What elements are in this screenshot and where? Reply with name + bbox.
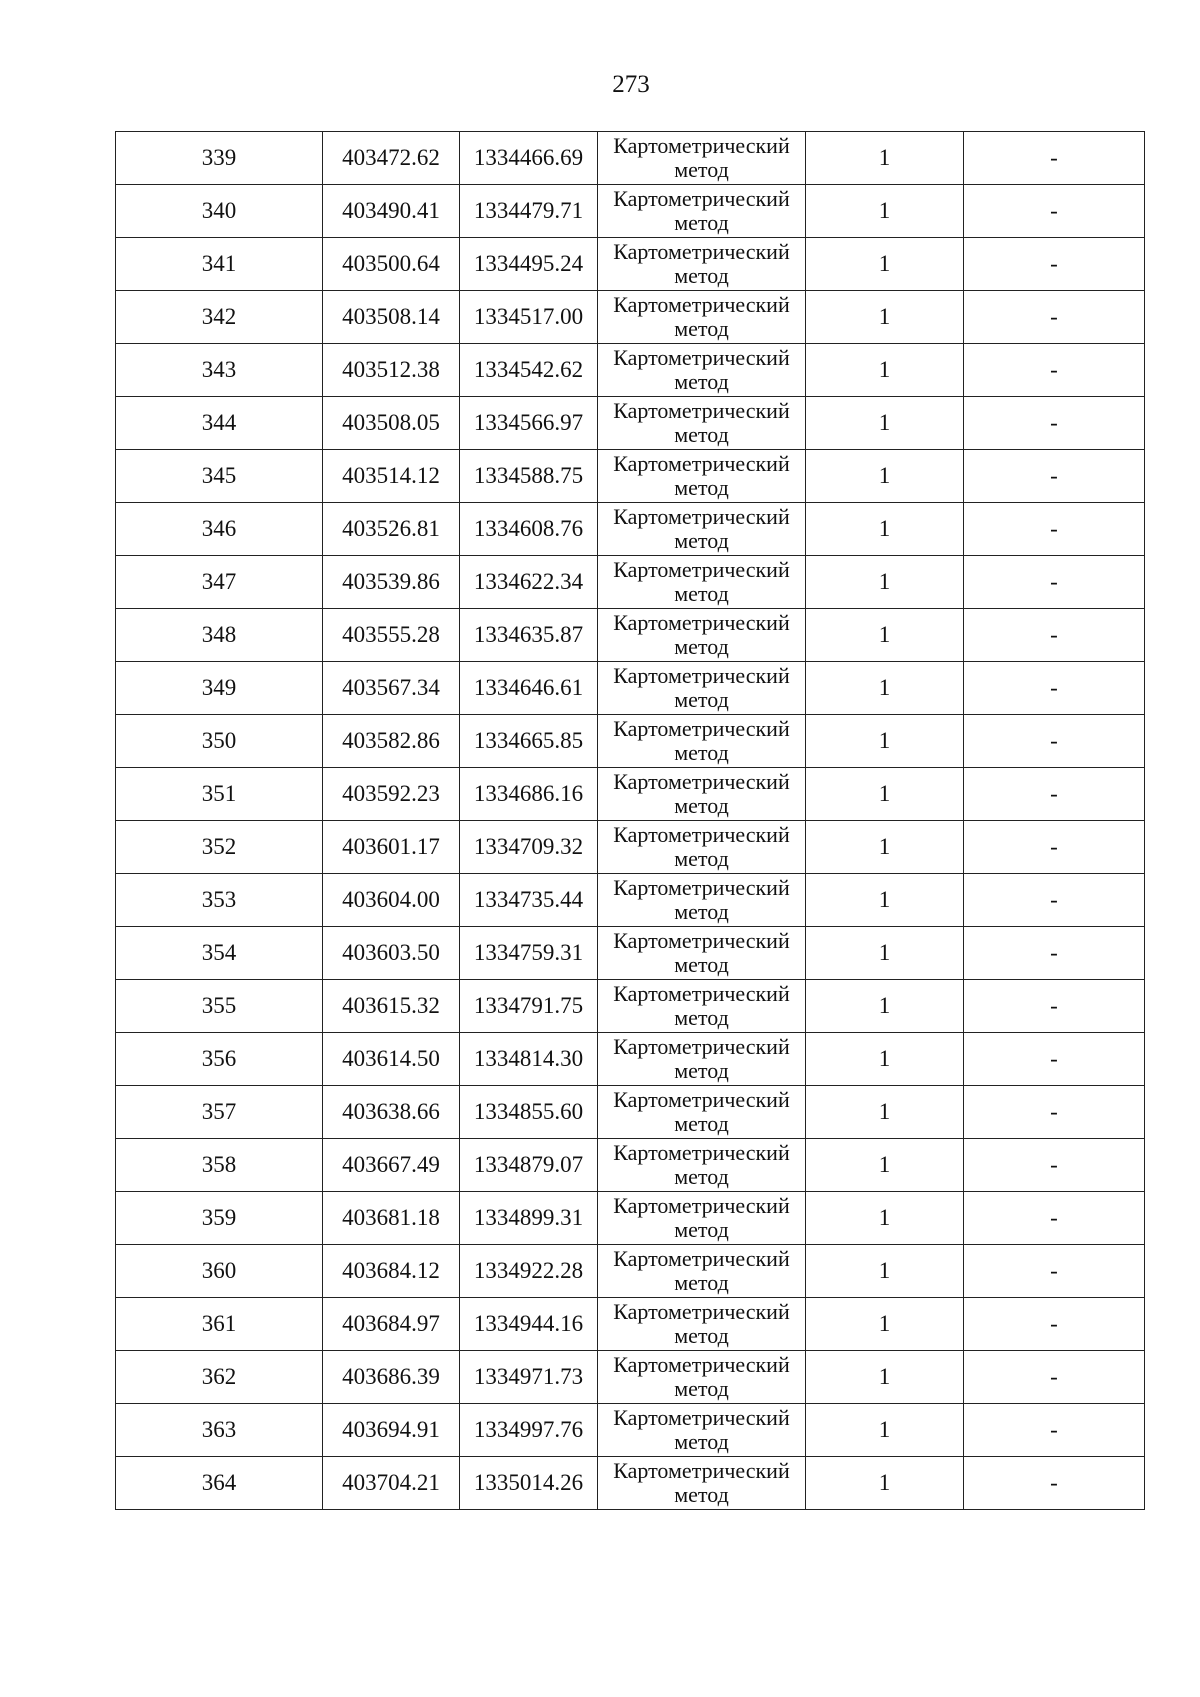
method-cell [598,1139,806,1192]
x-coordinate-cell: 403614.50 [323,1033,460,1086]
method-label-line2: метод [674,210,729,235]
y-coordinate-cell: 1334542.62 [460,344,598,397]
note-cell: - [964,185,1145,238]
accuracy-cell: 1 [806,344,964,397]
method-label-line2: метод [674,740,729,765]
y-coordinate-cell: 1334646.61 [460,662,598,715]
method-label-line1: Картометрический [613,1352,790,1377]
accuracy-cell: 1 [806,715,964,768]
method-label-line2: метод [674,899,729,924]
note-cell: - [964,609,1145,662]
accuracy-cell: 1 [806,185,964,238]
method-label-line1: Картометрический [613,292,790,317]
method-label-line1: Картометрический [613,610,790,635]
x-coordinate-cell: 403508.14 [323,291,460,344]
table-row [116,874,1145,927]
method-label-line1: Картометрический [613,239,790,264]
note-cell: - [964,344,1145,397]
accuracy-cell: 1 [806,238,964,291]
y-coordinate-cell: 1334944.16 [460,1298,598,1351]
method-cell [598,132,806,185]
accuracy-cell: 1 [806,556,964,609]
y-coordinate-cell: 1334709.32 [460,821,598,874]
table-row [116,132,1145,185]
accuracy-cell: 1 [806,450,964,503]
accuracy-cell: 1 [806,768,964,821]
note-cell: - [964,1086,1145,1139]
table-row [116,1404,1145,1457]
method-label-line2: метод [674,634,729,659]
x-coordinate-cell: 403500.64 [323,238,460,291]
x-coordinate-cell: 403638.66 [323,1086,460,1139]
table-row [116,1192,1145,1245]
x-coordinate-cell: 403555.28 [323,609,460,662]
method-label-line1: Картометрический [613,1087,790,1112]
note-cell: - [964,503,1145,556]
y-coordinate-cell: 1334855.60 [460,1086,598,1139]
method-label-line2: метод [674,157,729,182]
method-label-line2: метод [674,1323,729,1348]
method-cell [598,1245,806,1298]
method-label-line2: метод [674,422,729,447]
x-coordinate-cell: 403539.86 [323,556,460,609]
point-number-cell: 348 [116,609,323,662]
method-label-line2: метод [674,316,729,341]
accuracy-cell: 1 [806,1245,964,1298]
method-label-line2: метод [674,1429,729,1454]
point-number-cell: 347 [116,556,323,609]
note-cell: - [964,1139,1145,1192]
method-label-line1: Картометрический [613,822,790,847]
method-label-line2: метод [674,581,729,606]
point-number-cell: 361 [116,1298,323,1351]
y-coordinate-cell: 1334814.30 [460,1033,598,1086]
y-coordinate-cell: 1334517.00 [460,291,598,344]
y-coordinate-cell: 1334922.28 [460,1245,598,1298]
y-coordinate-cell: 1334635.87 [460,609,598,662]
table-row [116,768,1145,821]
table-row [116,450,1145,503]
point-number-cell: 353 [116,874,323,927]
method-label-line1: Картометрический [613,186,790,211]
point-number-cell: 357 [116,1086,323,1139]
accuracy-cell: 1 [806,874,964,927]
y-coordinate-cell: 1334479.71 [460,185,598,238]
accuracy-cell: 1 [806,1351,964,1404]
note-cell: - [964,768,1145,821]
note-cell: - [964,927,1145,980]
x-coordinate-cell: 403694.91 [323,1404,460,1457]
method-cell [598,821,806,874]
y-coordinate-cell: 1335014.26 [460,1457,598,1510]
method-label-line2: метод [674,1058,729,1083]
method-label-line2: метод [674,1482,729,1507]
table-row [116,609,1145,662]
point-number-cell: 356 [116,1033,323,1086]
point-number-cell: 358 [116,1139,323,1192]
point-number-cell: 343 [116,344,323,397]
point-number-cell: 363 [116,1404,323,1457]
x-coordinate-cell: 403704.21 [323,1457,460,1510]
point-number-cell: 362 [116,1351,323,1404]
method-cell [598,609,806,662]
point-number-cell: 364 [116,1457,323,1510]
x-coordinate-cell: 403472.62 [323,132,460,185]
method-cell [598,1404,806,1457]
method-label-line1: Картометрический [613,663,790,688]
method-label-line2: метод [674,1111,729,1136]
note-cell: - [964,874,1145,927]
method-cell [598,1351,806,1404]
method-label-line1: Картометрический [613,769,790,794]
note-cell: - [964,821,1145,874]
x-coordinate-cell: 403604.00 [323,874,460,927]
point-number-cell: 340 [116,185,323,238]
method-label-line2: метод [674,1164,729,1189]
method-label-line1: Картометрический [613,133,790,158]
method-label-line1: Картометрический [613,1405,790,1430]
x-coordinate-cell: 403603.50 [323,927,460,980]
note-cell: - [964,132,1145,185]
x-coordinate-cell: 403615.32 [323,980,460,1033]
method-label-line2: метод [674,263,729,288]
method-cell [598,662,806,715]
method-label-line1: Картометрический [613,557,790,582]
table-row [116,1086,1145,1139]
point-number-cell: 359 [116,1192,323,1245]
method-label-line2: метод [674,369,729,394]
y-coordinate-cell: 1334608.76 [460,503,598,556]
accuracy-cell: 1 [806,609,964,662]
point-number-cell: 346 [116,503,323,556]
point-number-cell: 344 [116,397,323,450]
method-cell [598,450,806,503]
x-coordinate-cell: 403514.12 [323,450,460,503]
method-label-line1: Картометрический [613,1140,790,1165]
method-cell [598,185,806,238]
point-number-cell: 351 [116,768,323,821]
accuracy-cell: 1 [806,1139,964,1192]
method-label-line2: метод [674,846,729,871]
coordinates-table-body [116,132,1145,1510]
method-cell [598,503,806,556]
method-cell [598,291,806,344]
method-label-line1: Картометрический [613,1034,790,1059]
x-coordinate-cell: 403592.23 [323,768,460,821]
table-row [116,503,1145,556]
table-row [116,1351,1145,1404]
method-cell [598,715,806,768]
method-label-line1: Картометрический [613,398,790,423]
table-row [116,397,1145,450]
note-cell: - [964,291,1145,344]
accuracy-cell: 1 [806,1404,964,1457]
table-row [116,344,1145,397]
table-row [116,1457,1145,1510]
method-label-line2: метод [674,475,729,500]
accuracy-cell: 1 [806,821,964,874]
x-coordinate-cell: 403684.97 [323,1298,460,1351]
method-cell [598,397,806,450]
method-label-line2: метод [674,1217,729,1242]
y-coordinate-cell: 1334665.85 [460,715,598,768]
method-label-line2: метод [674,528,729,553]
method-cell [598,927,806,980]
table-row [116,1298,1145,1351]
point-number-cell: 349 [116,662,323,715]
note-cell: - [964,556,1145,609]
method-label-line2: метод [674,1270,729,1295]
method-label-line1: Картометрический [613,1299,790,1324]
y-coordinate-cell: 1334622.34 [460,556,598,609]
note-cell: - [964,450,1145,503]
point-number-cell: 341 [116,238,323,291]
table-row [116,238,1145,291]
method-cell [598,1033,806,1086]
method-label-line2: метод [674,952,729,977]
table-row [116,980,1145,1033]
accuracy-cell: 1 [806,503,964,556]
table-row [116,715,1145,768]
method-label-line2: метод [674,793,729,818]
y-coordinate-cell: 1334495.24 [460,238,598,291]
accuracy-cell: 1 [806,132,964,185]
method-cell [598,874,806,927]
method-cell [598,238,806,291]
note-cell: - [964,980,1145,1033]
table-row [116,927,1145,980]
method-label-line2: метод [674,687,729,712]
y-coordinate-cell: 1334759.31 [460,927,598,980]
accuracy-cell: 1 [806,662,964,715]
point-number-cell: 345 [116,450,323,503]
x-coordinate-cell: 403686.39 [323,1351,460,1404]
method-label-line1: Картометрический [613,928,790,953]
method-label-line2: метод [674,1005,729,1030]
method-label-line1: Картометрический [613,875,790,900]
accuracy-cell: 1 [806,397,964,450]
x-coordinate-cell: 403526.81 [323,503,460,556]
x-coordinate-cell: 403490.41 [323,185,460,238]
table-row [116,662,1145,715]
table-row [116,1245,1145,1298]
accuracy-cell: 1 [806,1192,964,1245]
point-number-cell: 339 [116,132,323,185]
method-label-line1: Картометрический [613,981,790,1006]
note-cell: - [964,1033,1145,1086]
y-coordinate-cell: 1334566.97 [460,397,598,450]
table-row [116,1139,1145,1192]
coordinates-table [115,131,1145,1510]
accuracy-cell: 1 [806,291,964,344]
y-coordinate-cell: 1334899.31 [460,1192,598,1245]
note-cell: - [964,1351,1145,1404]
accuracy-cell: 1 [806,1298,964,1351]
y-coordinate-cell: 1334686.16 [460,768,598,821]
method-label-line1: Картометрический [613,345,790,370]
note-cell: - [964,1457,1145,1510]
table-row [116,556,1145,609]
note-cell: - [964,715,1145,768]
method-cell [598,344,806,397]
y-coordinate-cell: 1334735.44 [460,874,598,927]
accuracy-cell: 1 [806,1457,964,1510]
table-row [116,1033,1145,1086]
method-cell [598,1192,806,1245]
y-coordinate-cell: 1334997.76 [460,1404,598,1457]
x-coordinate-cell: 403681.18 [323,1192,460,1245]
method-cell [598,768,806,821]
page-number: 273 [612,71,650,98]
point-number-cell: 360 [116,1245,323,1298]
method-cell [598,556,806,609]
point-number-cell: 355 [116,980,323,1033]
method-label-line2: метод [674,1376,729,1401]
accuracy-cell: 1 [806,980,964,1033]
y-coordinate-cell: 1334879.07 [460,1139,598,1192]
note-cell: - [964,1298,1145,1351]
table-row [116,291,1145,344]
accuracy-cell: 1 [806,927,964,980]
y-coordinate-cell: 1334466.69 [460,132,598,185]
x-coordinate-cell: 403512.38 [323,344,460,397]
method-label-line1: Картометрический [613,451,790,476]
x-coordinate-cell: 403582.86 [323,715,460,768]
x-coordinate-cell: 403684.12 [323,1245,460,1298]
table-row [116,185,1145,238]
method-label-line1: Картометрический [613,1193,790,1218]
method-label-line1: Картометрический [613,716,790,741]
point-number-cell: 352 [116,821,323,874]
accuracy-cell: 1 [806,1033,964,1086]
x-coordinate-cell: 403567.34 [323,662,460,715]
point-number-cell: 342 [116,291,323,344]
note-cell: - [964,238,1145,291]
method-cell [598,980,806,1033]
note-cell: - [964,397,1145,450]
method-label-line1: Картометрический [613,1246,790,1271]
method-cell [598,1086,806,1139]
method-label-line1: Картометрический [613,1458,790,1483]
method-cell [598,1457,806,1510]
note-cell: - [964,1192,1145,1245]
table-row [116,821,1145,874]
point-number-cell: 350 [116,715,323,768]
method-cell [598,1298,806,1351]
method-label-line1: Картометрический [613,504,790,529]
note-cell: - [964,662,1145,715]
point-number-cell: 354 [116,927,323,980]
x-coordinate-cell: 403667.49 [323,1139,460,1192]
y-coordinate-cell: 1334588.75 [460,450,598,503]
accuracy-cell: 1 [806,1086,964,1139]
y-coordinate-cell: 1334791.75 [460,980,598,1033]
x-coordinate-cell: 403601.17 [323,821,460,874]
note-cell: - [964,1245,1145,1298]
y-coordinate-cell: 1334971.73 [460,1351,598,1404]
note-cell: - [964,1404,1145,1457]
x-coordinate-cell: 403508.05 [323,397,460,450]
